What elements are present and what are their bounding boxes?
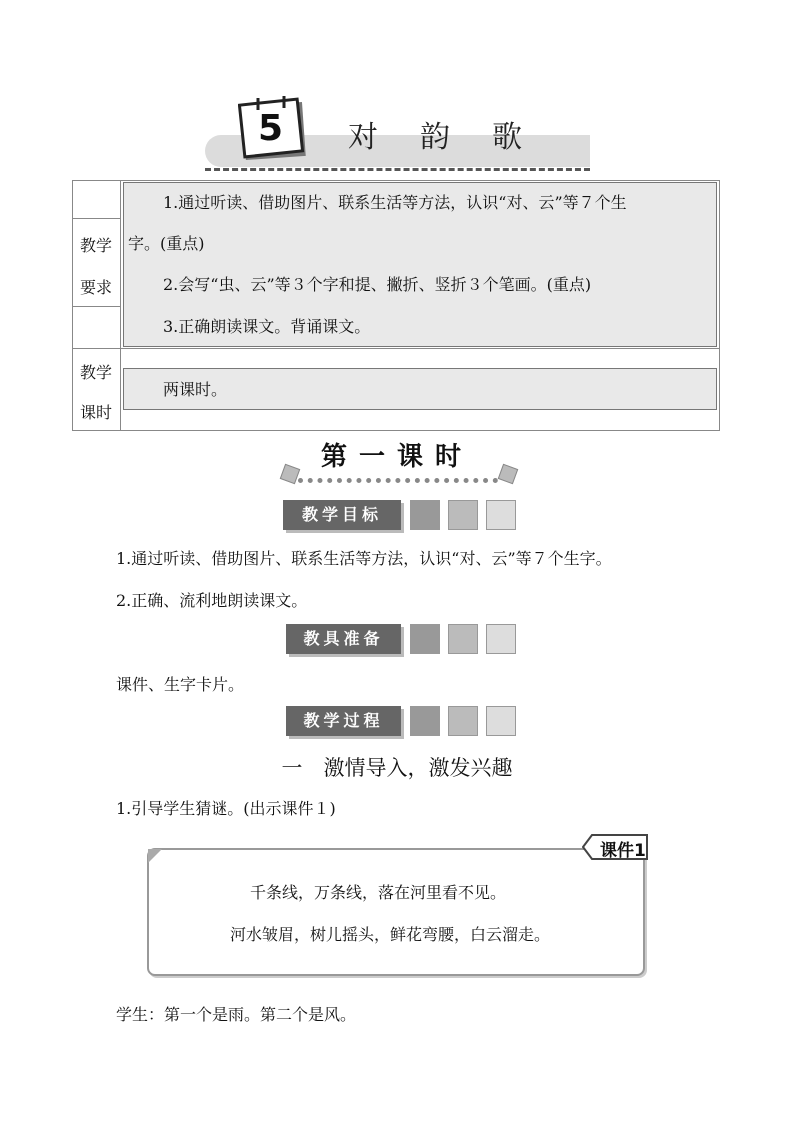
courseware-tag: 课件1 xyxy=(600,841,646,861)
table-row-line xyxy=(72,348,720,349)
table-row-line xyxy=(72,218,120,219)
label-hours: 课时 xyxy=(79,403,112,422)
tag-block xyxy=(486,500,516,530)
table-row-line xyxy=(72,306,120,307)
requirement-1-line-2: 字。(重点) xyxy=(128,234,205,253)
title-dash-line xyxy=(205,168,590,171)
student-answer: 学生：第一个是雨。第二个是风。 xyxy=(116,1005,357,1024)
requirement-2: 2.会写“虫、云”等３个字和提、撇折、竖折３个笔画。(重点) xyxy=(163,275,592,294)
tag-block xyxy=(410,624,440,654)
section-dots xyxy=(298,478,498,483)
label-requirements: 要求 xyxy=(79,278,112,297)
materials-tag: 教具准备 xyxy=(286,624,401,654)
tag-block xyxy=(448,500,478,530)
requirement-3: 3.正确朗读课文。背诵课文。 xyxy=(163,317,371,336)
hours-value: 两课时。 xyxy=(163,380,228,399)
process-tag: 教学过程 xyxy=(286,706,401,736)
riddle-2: 河水皱眉，树儿摇头，鲜花弯腰，白云溜走。 xyxy=(230,925,551,944)
materials-text: 课件、生字卡片。 xyxy=(116,675,245,694)
step-1: 1.引导学生猜谜。(出示课件１) xyxy=(116,799,336,818)
tag-block xyxy=(410,500,440,530)
corner-triangle-icon xyxy=(148,849,162,863)
requirement-1-line-1: 1.通过听读、借助图片、联系生活等方法，认识“对、云”等７个生 xyxy=(163,193,627,212)
objective-2: 2.正确、流利地朗读课文。 xyxy=(116,591,308,610)
courseware-box xyxy=(147,848,645,976)
label-teaching: 教学 xyxy=(79,236,112,255)
lesson-title: 对韵歌 xyxy=(348,120,564,155)
objectives-tag: 教学目标 xyxy=(283,500,401,530)
tag-block xyxy=(410,706,440,736)
section-title: 第一课时 xyxy=(320,442,473,472)
table-divider xyxy=(120,180,121,431)
tag-block xyxy=(448,706,478,736)
tag-block xyxy=(486,624,516,654)
label-teaching-2: 教学 xyxy=(79,363,112,382)
lesson-number: 5 xyxy=(258,108,284,149)
riddle-1: 千条线，万条线，落在河里看不见。 xyxy=(250,883,507,902)
tag-block xyxy=(486,706,516,736)
step-heading: 一 激情导入，激发兴趣 xyxy=(281,756,513,780)
objective-1: 1.通过听读、借助图片、联系生活等方法，认识“对、云”等７个生字。 xyxy=(116,549,612,568)
tag-block xyxy=(448,624,478,654)
